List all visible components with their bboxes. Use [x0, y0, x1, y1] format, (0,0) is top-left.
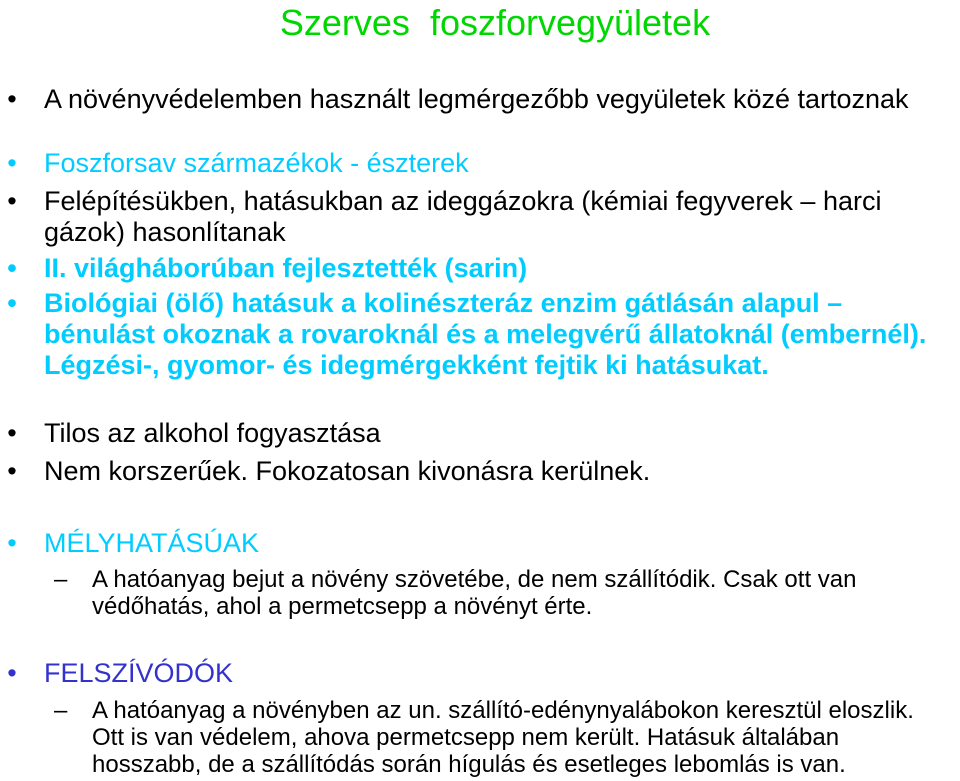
bullet-text: Tilos az alkohol fogyasztása [44, 418, 381, 448]
bullet-dot: • [7, 418, 17, 448]
bullet-text: Foszforsav származékok - észterek [44, 148, 469, 178]
bullet-dot: • [7, 658, 17, 688]
bullet-text: Nem korszerűek. Fokozatosan kivonásra kerülnek. [44, 456, 651, 486]
sub-item-text: A hatóanyag bejut a növény szövetébe, de nem szállítódik. Csak ott van védőhatás, ahol a permetcsepp a növényt érte. [92, 566, 857, 620]
bullet-text: MÉLYHATÁSÚAK [44, 528, 260, 558]
dash-marker: – [54, 697, 68, 724]
dash-marker: – [54, 566, 68, 593]
bullet-text: Felépítésükben, hatásukban az ideggázokra (kémiai fegyverek – harci gázok) hasonlítanak [44, 186, 882, 247]
bullet-dot: • [7, 253, 17, 283]
bullet-text: FELSZÍVÓDÓK [44, 658, 234, 688]
bullet-dot: • [7, 528, 17, 558]
slide-title: Szerves foszforvegyületek [279, 2, 711, 43]
bullet-text: Biológiai (ölő) hatásuk a kolinészteráz enzim gátlásán alapul – bénulást okoznak a rovaroknál és a melegvérű állatoknál (embernél). Légzési-, gyomor- és idegmérgekként fejtik ki hatásukat. [44, 288, 927, 380]
bullet-dot: • [7, 186, 17, 216]
bullet-dot: • [7, 84, 17, 114]
bullet-text: II. világháborúban fejlesztették (sarin) [44, 253, 528, 283]
bullet-dot: • [7, 456, 17, 486]
bullet-dot: • [7, 288, 17, 318]
bullet-text: A növényvédelemben használt legmérgezőbb vegyületek közé tartoznak [44, 84, 909, 114]
bullet-dot: • [7, 148, 17, 178]
sub-item-text: A hatóanyag a növényben az un. szállító-edénynyalábokon keresztül eloszlik. Ott is van védelem, ahova permetcsepp nem került. Hatásuk általában hosszabb, de a szállítódás során hígulás és esetleges lebomlás is van. [92, 697, 914, 778]
